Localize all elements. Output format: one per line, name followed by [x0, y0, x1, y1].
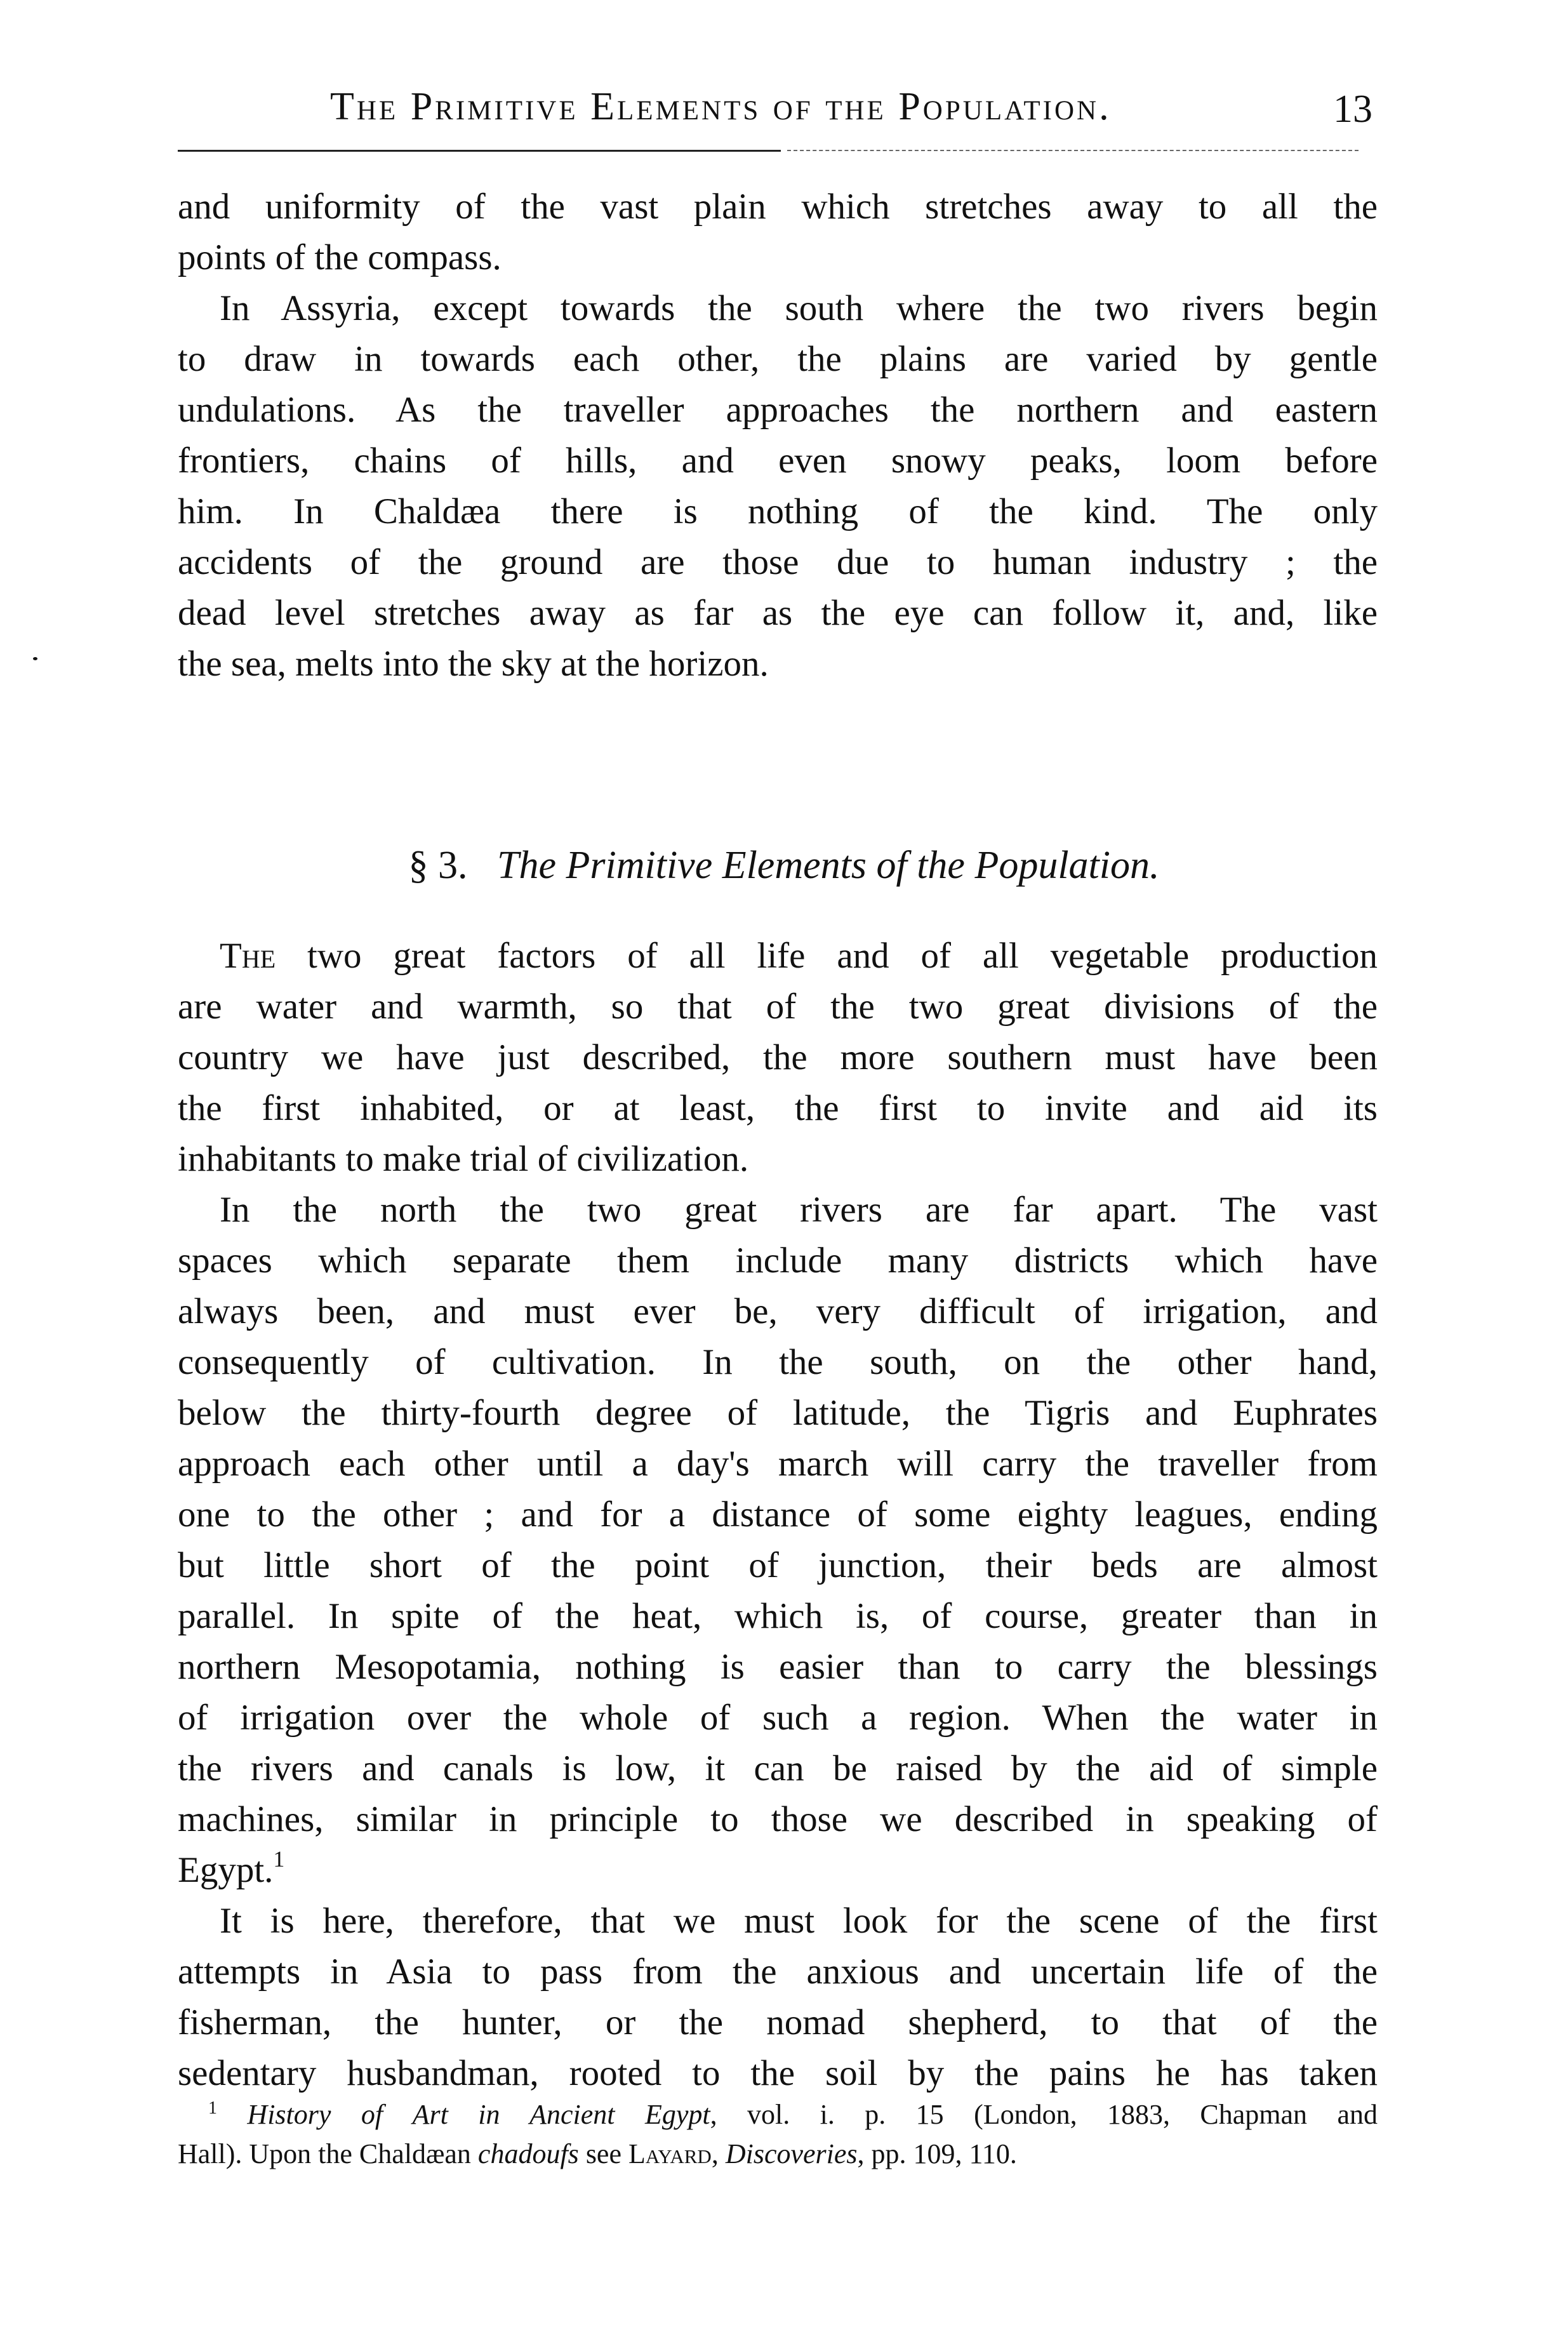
text-line: points of the compass.	[178, 237, 502, 277]
text-line: inhabitants to make trial of civilization.	[178, 1139, 749, 1179]
text-line: machines, similar in principle to those we described in speaking of	[178, 1799, 1378, 1839]
text-line: country we have just described, the more southern must have been	[178, 1037, 1378, 1077]
text-line: are water and warmth, so that of the two great divisions of the	[178, 987, 1378, 1027]
footnote-reference[interactable]: 1	[273, 1846, 285, 1872]
text-fragment: , vol. i. p. 15 (London, 1883, Chapman and	[710, 2099, 1378, 2130]
text-line: It is here, therefore, that we must look for the scene of the first	[220, 1901, 1378, 1941]
text-line	[178, 931, 1378, 982]
header-rule-faint	[787, 150, 1359, 151]
text-line: below the thirty-fourth degree of latitude, the Tigris and Euphrates	[178, 1393, 1378, 1433]
text-line: of irrigation over the whole of such a region. When the water in	[178, 1698, 1378, 1738]
footnote-line	[178, 2134, 1378, 2174]
text-line: attempts in Asia to pass from the anxious and uncertain life of the	[178, 1952, 1378, 1992]
text-line: the rivers and canals is low, it can be raised by the aid of simple	[178, 1748, 1378, 1788]
text-line: northern Mesopotamia, nothing is easier than to carry the blessings	[178, 1647, 1378, 1687]
text-fragment: , pp. 109, 110.	[857, 2138, 1017, 2169]
text-line: accidents of the ground are those due to human industry ; the	[178, 542, 1378, 582]
text-line: always been, and must ever be, very difficult of irrigation, and	[178, 1291, 1378, 1331]
text-fragment: Hall). Upon the Chaldæan	[178, 2138, 478, 2169]
text-fragment: Egypt.	[178, 1850, 274, 1890]
footnote	[178, 2095, 1378, 2174]
text-fragment: two great factors of all life and of all vegetable production	[276, 936, 1378, 976]
text-line: In Assyria, except towards the south where the two rivers begin	[220, 288, 1378, 328]
running-head: The Primitive Elements of the Population.	[330, 85, 1112, 128]
text-line: one to the other ; and for a distance of some eighty leagues, ending	[178, 1495, 1378, 1535]
text-line: In the north the two great rivers are far apart. The vast	[220, 1190, 1378, 1230]
text-line: spaces which separate them include many districts which have	[178, 1241, 1378, 1281]
text-line: fisherman, the hunter, or the nomad shepherd, to that of the	[178, 2002, 1378, 2042]
footnote-title: History of Art in Ancient Egypt	[247, 2099, 710, 2130]
section-mark: § 3.	[408, 844, 468, 887]
header-rule	[178, 150, 781, 152]
margin-speck	[33, 657, 37, 660]
section-title: The Primitive Elements of the Population.	[497, 844, 1160, 887]
text-line: the sea, melts into the sky at the horizon.	[178, 644, 769, 684]
section-heading	[0, 837, 1568, 894]
text-line: dead level stretches away as far as the eye can follow it, and, like	[178, 593, 1378, 633]
text-block-main	[178, 931, 1378, 2099]
text-line: frontiers, chains of hills, and even snowy peaks, loom before	[178, 441, 1378, 481]
text-fragment: ,	[711, 2138, 726, 2169]
text-line	[178, 1845, 1378, 1896]
footnote-work: Discoveries	[725, 2138, 858, 2169]
drop-lead-word: The	[220, 936, 276, 976]
footnote-line	[178, 2095, 1378, 2134]
text-block-intro	[178, 182, 1378, 689]
text-line: sedentary husbandman, rooted to the soil by the pains he has taken	[178, 2053, 1378, 2093]
text-line: and uniformity of the vast plain which stretches away to all the	[178, 187, 1378, 227]
footnote-number: 1	[208, 2098, 217, 2118]
footnote-author: Layard	[628, 2138, 712, 2169]
page-number: 13	[1333, 88, 1372, 131]
text-line: undulations. As the traveller approaches the northern and eastern	[178, 390, 1378, 430]
text-line: the first inhabited, or at least, the first to invite and aid its	[178, 1088, 1378, 1128]
footnote-term: chadoufs	[477, 2138, 579, 2169]
text-line: parallel. In spite of the heat, which is, of course, greater than in	[178, 1596, 1378, 1636]
text-line: consequently of cultivation. In the south, on the other hand,	[178, 1342, 1378, 1382]
text-line: him. In Chaldæa there is nothing of the kind. The only	[178, 491, 1378, 531]
text-line: approach each other until a day's march will carry the traveller from	[178, 1444, 1378, 1484]
text-line: to draw in towards each other, the plains are varied by gentle	[178, 339, 1378, 379]
text-fragment: see	[578, 2138, 628, 2169]
text-line: but little short of the point of junction, their beds are almost	[178, 1545, 1378, 1585]
